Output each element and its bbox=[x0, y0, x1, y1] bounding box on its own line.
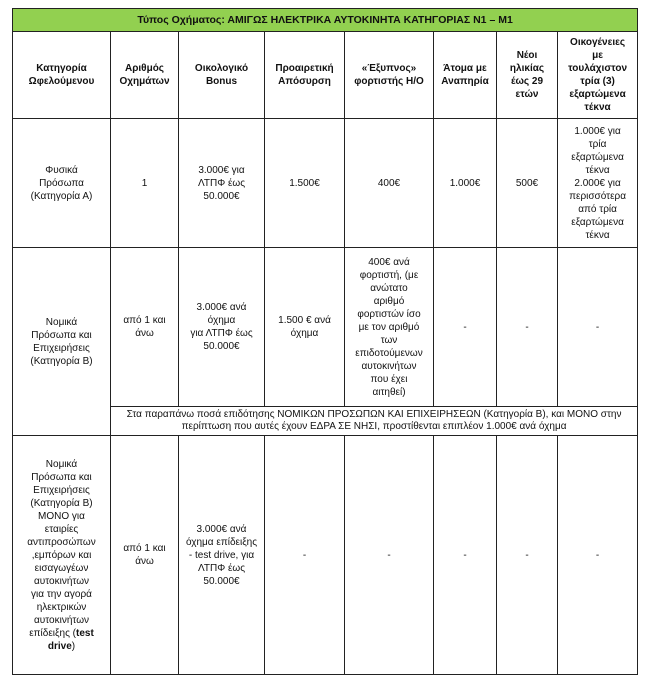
table-row bbox=[13, 248, 638, 407]
table-cell: 3.000€ ανά όχημα επίδειξης - test drive, για ΛΤΠΦ έως 50.000€ bbox=[179, 436, 265, 675]
header-disabled-persons: Άτομα με Αναπηρία bbox=[434, 32, 497, 119]
table-cell: - bbox=[434, 248, 497, 407]
header-large-families: Οικογένειες με τουλάχιστον τρία (3) εξαρτώμενα τέκνα bbox=[558, 32, 638, 119]
table-cell: - bbox=[265, 436, 345, 675]
table-cell: - bbox=[434, 436, 497, 675]
table-cell: 1.500 € ανά όχημα bbox=[265, 248, 345, 407]
table-cell: 3.000€ ανά όχημα για ΛΤΠΦ έως 50.000€ bbox=[179, 248, 265, 407]
table-cell: 1.000€ για τρία εξαρτώμενα τέκνα 2.000€ για περισσότερα από τρία εξαρτώμενα τέκνα bbox=[558, 119, 638, 248]
table-cell: 1 bbox=[111, 119, 179, 248]
table-row bbox=[13, 119, 638, 248]
header-young-under-29: Νέοι ηλικίας έως 29 ετών bbox=[497, 32, 558, 119]
cell-text: Νομικά Πρόσωπα και Επιχειρήσεις (Κατηγορία Β) ΜΟΝΟ για εταιρίες αντιπροσώπων ,εμπόρων και εισαγωγέων αυτοκινήτων για την αγορά ηλεκτρικών αυτοκινήτων επίδειξης ( bbox=[27, 458, 96, 639]
table-cell: 3.000€ για ΛΤΠΦ έως 50.000€ bbox=[179, 119, 265, 248]
close-paren: ) bbox=[71, 640, 76, 652]
test-drive-bold: test drive bbox=[47, 627, 94, 652]
subsidy-table bbox=[12, 8, 638, 675]
table-cell: Νομικά Πρόσωπα και Επιχειρήσεις (Κατηγορία Β) bbox=[13, 248, 111, 436]
table-cell: 400€ ανά φορτιστή, (με ανώτατο αριθμό φορτιστών ίσο με τον αριθμό των επιδοτούμενων αυτοκινήτων που έχει αιτηθεί) bbox=[345, 248, 434, 407]
table-row bbox=[13, 436, 638, 675]
table-cell: από 1 και άνω bbox=[111, 248, 179, 407]
table-cell: - bbox=[345, 436, 434, 675]
island-note: Στα παραπάνω ποσά επιδότησης ΝΟΜΙΚΩΝ ΠΡΟΣΩΠΩΝ ΚΑΙ ΕΠΙΧΕΙΡΗΣΕΩΝ (Κατηγορία Β), και ΜΟΝΟ στην περίπτωση που αυτές έχουν ΕΔΡΑ ΣΕ ΝΗΣΙ, προστίθενται επιπλέον 1.000€ ανά όχημα bbox=[111, 407, 638, 436]
table-cell: 500€ bbox=[497, 119, 558, 248]
header-vehicle-count: Αριθμός Οχημάτων bbox=[111, 32, 179, 119]
table-cell: - bbox=[497, 436, 558, 675]
header-row bbox=[13, 32, 638, 119]
table-cell: 1.000€ bbox=[434, 119, 497, 248]
table-cell: από 1 και άνω bbox=[111, 436, 179, 675]
table-cell: 400€ bbox=[345, 119, 434, 248]
header-optional-scrappage: Προαιρετική Απόσυρση bbox=[265, 32, 345, 119]
table-title: Τύπος Οχήματος: ΑΜΙΓΩΣ ΗΛΕΚΤΡΙΚΑ ΑΥΤΟΚΙΝΗΤΑ ΚΑΤΗΓΟΡΙΑΣ Ν1 – Μ1 bbox=[13, 9, 638, 32]
table-cell: - bbox=[558, 248, 638, 407]
header-beneficiary-category: Κατηγορία Ωφελούμενου bbox=[13, 32, 111, 119]
table-cell: 1.500€ bbox=[265, 119, 345, 248]
table-cell bbox=[13, 436, 111, 675]
table-cell: Φυσικά Πρόσωπα (Κατηγορία Α) bbox=[13, 119, 111, 248]
header-eco-bonus: Οικολογικό Bonus bbox=[179, 32, 265, 119]
header-smart-charger: «Έξυπνος» φορτιστής Η/Ο bbox=[345, 32, 434, 119]
table-cell: - bbox=[558, 436, 638, 675]
table-cell: - bbox=[497, 248, 558, 407]
